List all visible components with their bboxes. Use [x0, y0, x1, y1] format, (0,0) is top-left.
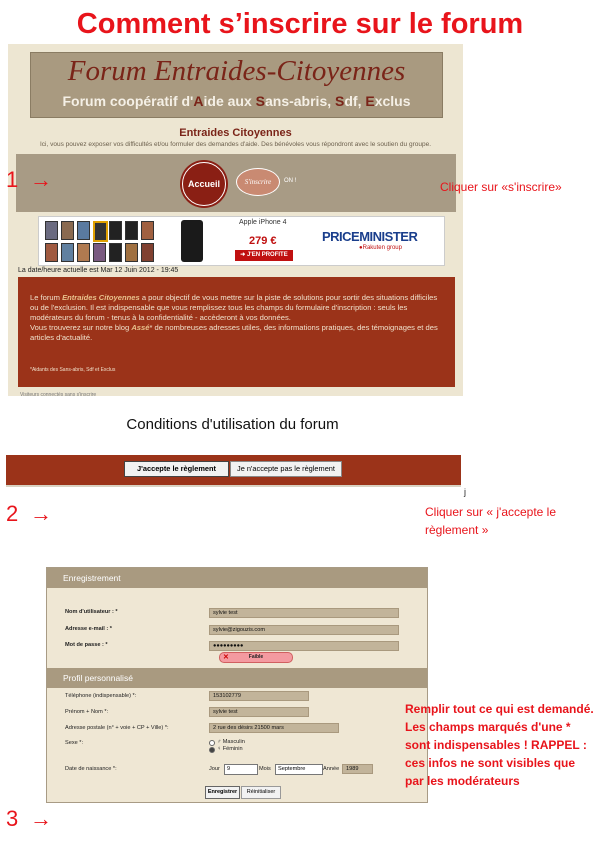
book-thumb-icon	[77, 221, 90, 240]
banner-title: Forum Entraides-Citoyennes	[67, 55, 406, 87]
ad-model: Apple iPhone 4	[239, 219, 287, 226]
current-datetime: La date/heure actuelle est Mar 12 Juin 2012 - 19:45	[18, 267, 179, 274]
page-title: Comment s’inscrire sur le forum	[76, 8, 524, 40]
step2-instruction: Cliquer sur « j'accepte le règlement »	[425, 505, 557, 537]
refuse-rules-button[interactable]: Je n'accepte pas le règlement	[230, 461, 342, 477]
book-thumb-icon	[141, 243, 154, 262]
section-registration: Enregistrement	[47, 568, 427, 588]
nav-on-text: ON !	[284, 178, 297, 184]
book-thumb-icon	[93, 243, 106, 262]
username-field[interactable]: sylvie test	[209, 608, 399, 618]
step3-instruction: Remplir tout ce qui est demandé. Les champs marqués d'une * sont indispensables ! RAPPEL : ces infos ne sont visibles que par les modérateurs	[405, 702, 594, 788]
step3-number: 3	[6, 806, 19, 831]
name-label: Prénom + Nom *:	[65, 709, 109, 715]
day-select[interactable]: 9	[224, 764, 258, 775]
forum-banner	[30, 52, 443, 118]
phone-thumb-icon	[109, 221, 122, 240]
year-field[interactable]: 1989	[342, 764, 373, 774]
book-thumb-icon	[45, 221, 58, 240]
phone-thumb-icon	[125, 221, 138, 240]
sex-female-label: ♀ Féminin	[217, 746, 243, 752]
step1-instruction: Cliquer sur «s'inscrire»	[440, 180, 562, 194]
ad-cta-button[interactable]: ➜ J'EN PROFITE	[235, 250, 293, 261]
accueil-button[interactable]: Accueil	[182, 162, 226, 206]
arrow-right-icon: →	[30, 806, 52, 831]
terms-bar	[6, 455, 461, 487]
name-field[interactable]: sylvie test	[209, 707, 309, 717]
stray-text: j	[464, 487, 466, 497]
visitors-text: Visiteurs connectés sans s'inscrire	[20, 392, 97, 398]
cross-icon: ✕	[223, 654, 229, 661]
step2-number: 2	[6, 501, 19, 526]
book-thumb-icon	[45, 243, 58, 262]
month-select[interactable]: Septembre	[275, 764, 323, 775]
forum-info-box	[18, 277, 455, 387]
email-field[interactable]: sylvie@zigouzis.com	[209, 625, 399, 635]
forum-nav	[16, 154, 456, 212]
ad-brand: PRICEMINISTER	[322, 229, 418, 244]
password-field[interactable]: ●●●●●●●●●	[209, 641, 399, 651]
email-label: Adresse e-mail : *	[65, 626, 112, 632]
accept-rules-button[interactable]: J'accepte le règlement	[124, 461, 229, 477]
sex-male-radio[interactable]	[209, 740, 215, 746]
password-label: Mot de passe : *	[65, 642, 108, 648]
arrow-right-icon: →	[30, 167, 52, 192]
terms-title: Conditions d'utilisation du forum	[126, 416, 339, 433]
sex-female-radio[interactable]	[209, 747, 215, 753]
book-thumb-icon	[141, 221, 154, 240]
phone-label: Téléphone (indispensable) *:	[65, 693, 137, 699]
address-field[interactable]: 2 rue des désirs 21500 mars	[209, 723, 339, 733]
ad-price: 279 €	[249, 235, 277, 247]
arrow-right-icon: →	[30, 501, 52, 526]
address-label: Adresse postale (n° + voie + CP + Ville) *:	[65, 725, 169, 731]
username-label: Nom d'utilisateur : *	[65, 609, 118, 615]
save-button[interactable]: Enregistrer	[205, 786, 240, 799]
book-thumb-icon	[61, 243, 74, 262]
reset-button[interactable]: Réinitialiser	[241, 786, 281, 799]
inscrire-button[interactable]: S'inscrire	[236, 168, 280, 196]
step1-number: 1	[6, 167, 19, 192]
site-name: Entraides Citoyennes	[179, 127, 292, 139]
info-footnote: *Aidants des Sans-abris, Sdf et Exclus	[30, 367, 116, 373]
ad-banner[interactable]	[38, 216, 445, 266]
month-label: Mois	[259, 766, 271, 772]
section-profile: Profil personnalisé	[47, 668, 427, 688]
phone-thumb-icon	[93, 221, 108, 242]
forum-info-text: Le forum Entraides Citoyennes a pour objectif de vous mettre sur la piste de solutions pour sortir des situations difficiles ou de l'exclusion. Il est indispensable que vous remplissez tous les champs du formulaire d'inscription : seuls les modérateurs du forum - tenus à la confidentialité - accèderont à vos données. Vous trouverez sur notre blog Assé* de nombreuses adresses utiles, des informations pratiques, des témoignages et des articles d'actualité.	[30, 293, 438, 342]
day-label: Jour	[209, 766, 220, 772]
book-thumb-icon	[61, 221, 74, 240]
registration-form	[46, 567, 428, 803]
year-label: Année	[323, 766, 340, 772]
book-thumb-icon	[77, 243, 90, 262]
book-thumb-icon	[125, 243, 138, 262]
iphone-icon	[181, 220, 203, 262]
forum-home-screenshot	[8, 44, 463, 396]
phone-thumb-icon	[109, 243, 122, 262]
password-strength: Faible	[219, 652, 293, 663]
site-description: Ici, vous pouvez exposer vos difficultés et/ou formuler des demandes d'aide. Des bénévoles vous répondront avec le soutien du groupe.	[40, 141, 431, 148]
birth-label: Date de naissance *:	[65, 766, 117, 772]
banner-subtitle: Forum coopératif d'Aide aux Sans-abris, Sdf, Exclus	[62, 93, 411, 109]
sex-label: Sexe *:	[65, 740, 84, 746]
ad-brand-sub: ●Rakuten group	[359, 245, 402, 251]
phone-field[interactable]: 153102779	[209, 691, 309, 701]
sex-male-label: ♂ Masculin	[217, 739, 245, 745]
